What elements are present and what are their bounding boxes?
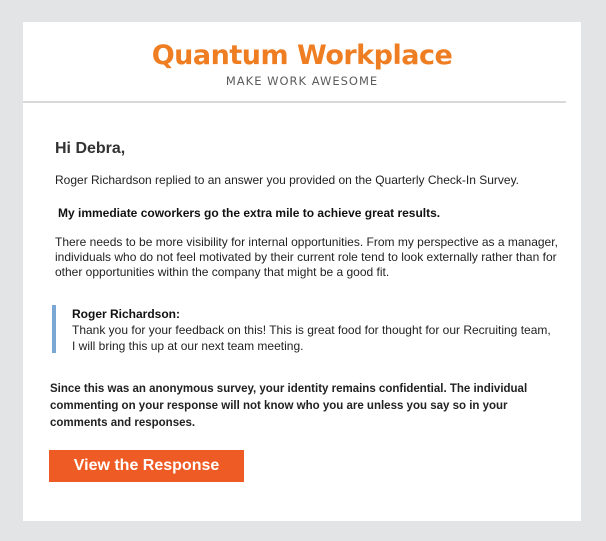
greeting: Hi Debra, — [55, 140, 126, 157]
email-header — [23, 22, 581, 102]
reply-author: Roger Richardson: — [72, 307, 181, 321]
brand-tagline: MAKE WORK AWESOME — [225, 74, 379, 88]
survey-answer: There needs to be more visibility for internal opportunities. From my perspective as a manager, individuals who do not feel motivated by their current role tend to look externally rather than for other opportunities within the company that might be a good fit. — [55, 235, 558, 279]
view-response-button[interactable]: View the Response — [49, 450, 244, 482]
survey-question: My immediate coworkers go the extra mile to achieve great results. — [58, 206, 441, 220]
reply-quote — [52, 305, 552, 353]
intro-text: Roger Richardson replied to an answer you provided on the Quarterly Check-In Survey. — [55, 173, 520, 187]
email-card — [23, 22, 581, 521]
reply-text: Thank you for your feedback on this! This is great food for thought for our Recruiting team, I will bring this up at our next team meeting. — [72, 323, 551, 353]
header-divider — [23, 101, 566, 103]
brand-logo-title[interactable]: Quantum Workplace — [151, 40, 453, 71]
confidentiality-notice: Since this was an anonymous survey, your identity remains confidential. The individual commenting on your response will not know who you are unless you say so in your comments and responses. — [50, 383, 528, 429]
